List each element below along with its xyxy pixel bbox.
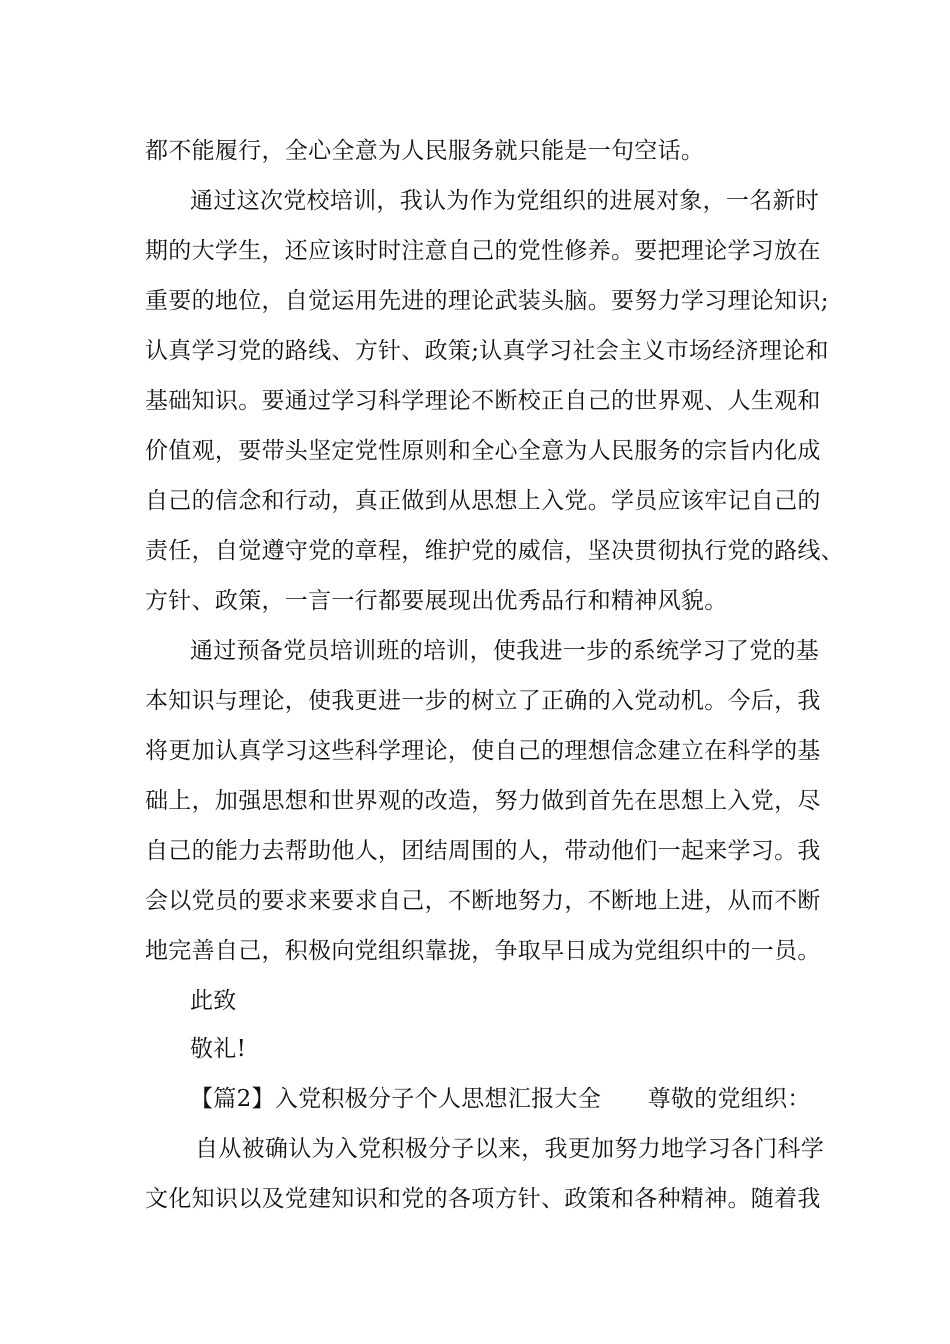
text-line: 会以党员的要求来要求自己，不断地努力，不断地上进，从而不断 — [145, 888, 821, 914]
text-line: 自己的信念和行动，真正做到从思想上入党。学员应该牢记自己的 — [145, 488, 821, 514]
text-line: 认真学习党的路线、方针、政策;认真学习社会主义市场经济理论和 — [145, 338, 829, 364]
paragraph-first-line: 通过这次党校培训，我认为作为党组织的进展对象，一名新时 — [190, 188, 820, 214]
text-line: 基础知识。要通过学习科学理论不断校正自己的世界观、人生观和 — [145, 388, 821, 414]
text-line: 责任，自觉遵守党的章程，维护党的威信，坚决贯彻执行党的路线、 — [145, 538, 844, 564]
closing-salutation: 敬礼! — [190, 1036, 247, 1062]
text-line: 础上，加强思想和世界观的改造，努力做到首先在思想上入党，尽 — [145, 788, 821, 814]
text-line: 都不能履行，全心全意为人民服务就只能是一句空话。 — [145, 138, 705, 164]
section-heading: 【篇2】入党积极分子个人思想汇报大全 尊敬的党组织： — [190, 1086, 811, 1112]
text-line: 文化知识以及党建知识和党的各项方针、政策和各种精神。随着我 — [145, 1186, 821, 1212]
text-line: 自己的能力去帮助他人，团结周围的人，带动他们一起来学习。我 — [145, 838, 821, 864]
text-line: 将更加认真学习这些科学理论，使自己的理想信念建立在科学的基 — [145, 738, 821, 764]
text-line: 方针、政策，一言一行都要展现出优秀品行和精神风貌。 — [145, 588, 728, 614]
text-line: 重要的地位，自觉运用先进的理论武装头脑。要努力学习理论知识; — [145, 288, 829, 314]
text-line: 本知识与理论，使我更进一步的树立了正确的入党动机。今后，我 — [145, 688, 821, 714]
text-line: 期的大学生，还应该时时注意自己的党性修养。要把理论学习放在 — [145, 238, 821, 264]
text-line: 价值观，要带头坚定党性原则和全心全意为人民服务的宗旨内化成 — [145, 438, 821, 464]
paragraph-first-line: 通过预备党员培训班的培训，使我进一步的系统学习了党的基 — [190, 638, 820, 664]
text-line: 地完善自己，积极向党组织靠拢，争取早日成为党组织中的一员。 — [145, 938, 821, 964]
paragraph-first-line: 自从被确认为入党积极分子以来，我更加努力地学习各门科学 — [195, 1136, 825, 1162]
closing-salutation: 此致 — [190, 988, 237, 1014]
